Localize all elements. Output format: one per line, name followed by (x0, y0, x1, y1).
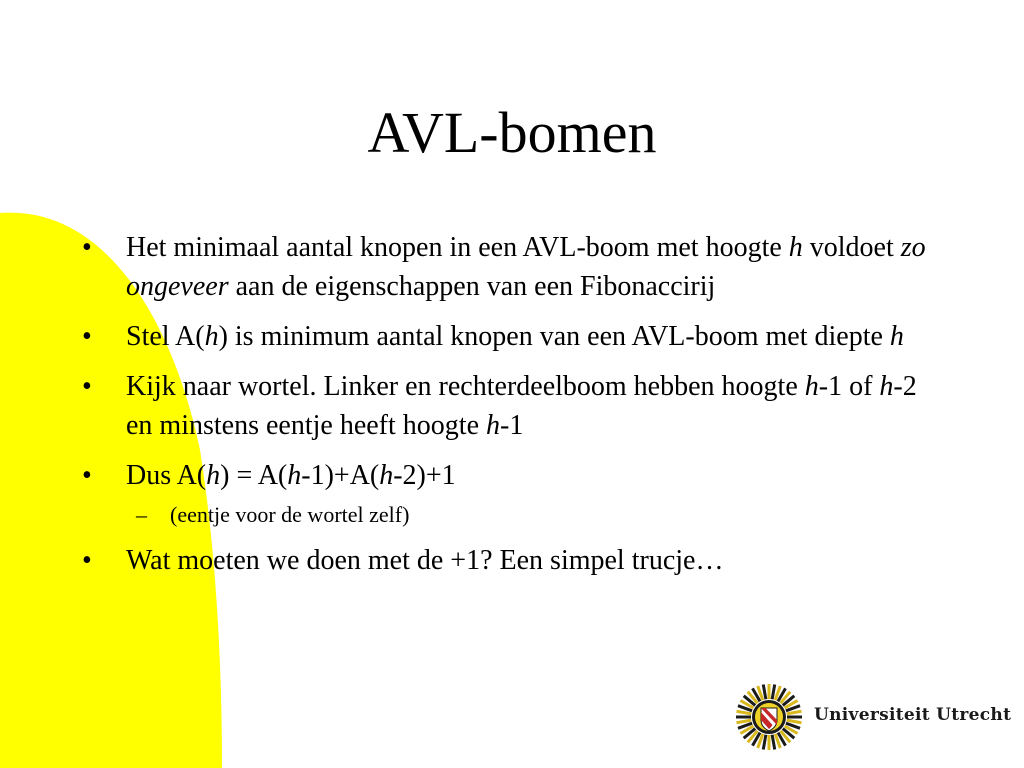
text-run: Het minimaal aantal knopen in een AVL-boom met hoogte (126, 232, 789, 263)
text-run: Kijk naar wortel. Linker en rechterdeelboom hebben hoogte (126, 371, 805, 402)
slide-content (82, 228, 942, 591)
text-run: Dus A( (126, 460, 207, 491)
text-run: (eentje voor de wortel zelf) (170, 502, 410, 527)
bullet-list (82, 228, 942, 580)
bullet-marker: • (82, 371, 92, 402)
text-run: -2)+1 (393, 460, 456, 491)
bullet-item (82, 228, 942, 306)
text-run: voldoet (802, 232, 901, 263)
sub-bullet-item (82, 500, 942, 530)
text-run: h (788, 232, 803, 263)
text-run: Stel A( (126, 321, 205, 352)
text-run: h (204, 321, 219, 352)
bullet-marker: • (82, 232, 92, 263)
bullet-item (82, 456, 942, 495)
text-run: zo ongeveer (126, 232, 926, 302)
university-seal-icon (734, 682, 804, 752)
text-run: aan de eigenschappen van een Fibonaccirij (228, 271, 716, 302)
text-run: ) = A( (220, 460, 288, 491)
text-run: -1 (500, 410, 524, 441)
text-run: h (287, 460, 302, 491)
sub-bullet-marker: – (136, 502, 147, 527)
university-name: Universiteit Utrecht (814, 705, 1012, 725)
text-run: ) is minimum aantal knopen van een AVL-boom met diepte (218, 321, 890, 352)
university-logo (734, 682, 1012, 752)
bullet-marker: • (82, 545, 92, 576)
bullet-marker: • (82, 321, 92, 352)
bullet-marker: • (82, 460, 92, 491)
text-run: -1 of (818, 371, 880, 402)
text-run: h (889, 321, 904, 352)
text-run: -2 en minstens eentje heeft hoogte (126, 371, 917, 441)
text-run: h (206, 460, 221, 491)
text-run: h (879, 371, 894, 402)
bullet-item (82, 367, 942, 445)
text-run: -1)+A( (301, 460, 380, 491)
bullet-item (82, 541, 942, 580)
slide-title: AVL-bomen (367, 100, 657, 165)
text-run: Wat moeten we doen met de +1? Een simpel trucje… (126, 545, 724, 576)
text-run: h (379, 460, 394, 491)
bullet-item (82, 317, 942, 356)
text-run: h (486, 410, 500, 441)
text-run: h (804, 371, 819, 402)
